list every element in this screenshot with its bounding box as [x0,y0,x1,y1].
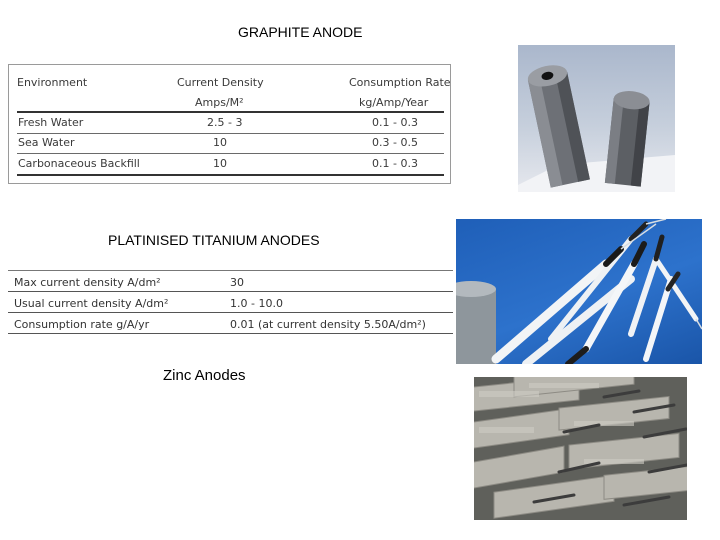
graphite-rods-illustration [518,45,675,192]
cell-current-density: 10 [213,157,227,170]
graphite-anode-heading: GRAPHITE ANODE [238,24,363,40]
cell-value: 1.0 - 10.0 [230,297,283,310]
header-current-density: Current Density [177,76,264,89]
table-row [17,154,444,176]
header-environment: Environment [17,76,88,89]
table-row [8,292,453,313]
platinised-titanium-table [8,270,453,334]
cell-consumption-rate: 0.1 - 0.3 [372,116,418,129]
table-row [17,111,444,134]
cell-environment: Sea Water [18,136,75,149]
cell-property: Max current density A/dm² [14,276,161,289]
graphite-table-header-row [9,73,450,93]
graphite-table-units-row [9,93,450,113]
cell-value: 30 [230,276,244,289]
cell-property: Consumption rate g/A/yr [14,318,150,331]
zinc-anodes-heading: Zinc Anodes [163,367,246,384]
table-row [17,133,444,154]
platinised-titanium-photo [456,219,702,364]
table-row [8,270,453,292]
platinised-titanium-heading: PLATINISED TITANIUM ANODES [108,232,320,248]
cell-consumption-rate: 0.1 - 0.3 [372,157,418,170]
cell-environment: Fresh Water [18,116,84,129]
cell-value: 0.01 (at current density 5.50A/dm²) [230,318,426,331]
titanium-anodes-illustration [456,219,702,364]
cell-environment: Carbonaceous Backfill [18,157,140,170]
cell-consumption-rate: 0.3 - 0.5 [372,136,418,149]
header-consumption-rate-unit: kg/Amp/Year [359,96,429,109]
table-row [8,313,453,334]
zinc-anodes-illustration [474,377,687,520]
graphite-anode-photo [518,45,675,192]
header-consumption-rate: Consumption Rate [349,76,451,89]
cell-current-density: 10 [213,136,227,149]
zinc-anodes-photo [474,377,687,520]
header-current-density-unit: Amps/M² [195,96,244,109]
graphite-anode-table [8,64,451,184]
cell-current-density: 2.5 - 3 [207,116,243,129]
cell-property: Usual current density A/dm² [14,297,169,310]
